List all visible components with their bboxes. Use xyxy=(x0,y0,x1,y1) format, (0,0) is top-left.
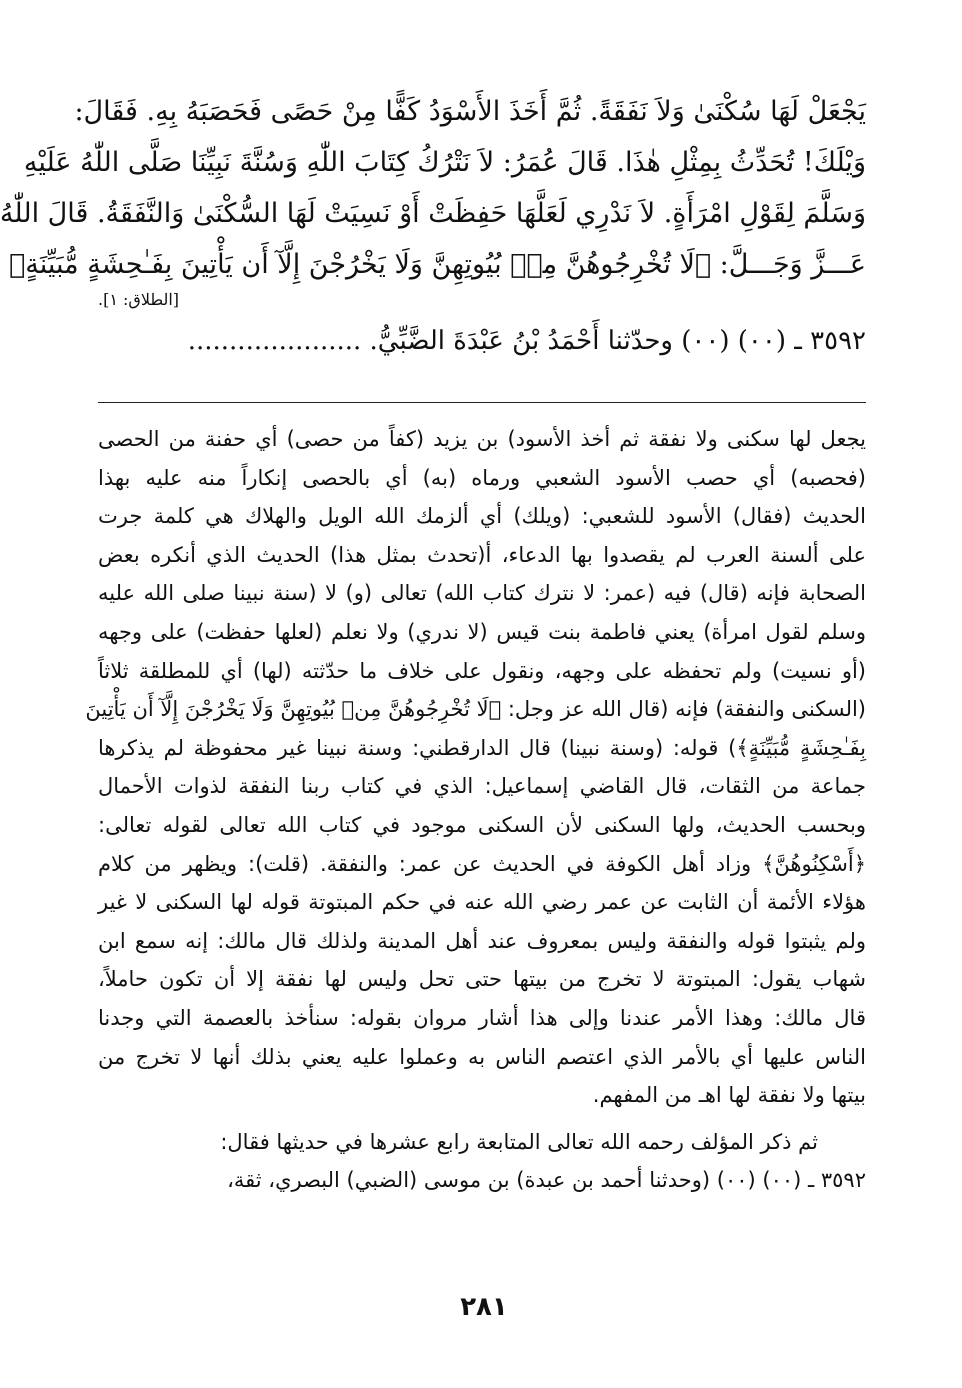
hadith-chain-line: ٣٥٩٢ ـ (٠٠) (٠٠) وحدّثنا أَحْمَدُ بْنُ عَبْدَةَ الضَّبِّيُّ. ..................... xyxy=(187,326,866,356)
hadith-line: يَجْعَلْ لَهَا سُكْنَىٰ وَلاَ نَفَقَةً. ثُمَّ أَخَذَ الأَسْوَدُ كَفًّا مِنْ حَصًى فَحَصَبَهُ بِهِ. فَقَالَ: xyxy=(74,96,866,127)
commentary-line: ولم يثبتوا قوله والنفقة وليس بمعروف عند أهل المدينة ولذلك قال مالك: إنه سمع ابن xyxy=(98,928,866,953)
commentary-line: بيتها ولا نفقة لها اهـ من المفهم. xyxy=(592,1083,866,1108)
commentary-line: الحديث (فقال) الأسود للشعبي: (ويلك) أي ألزمك الله الويل والهلاك هي كلمة جرت xyxy=(98,504,866,529)
commentary-line: الصحابة فإنه (قال) فيه (عمر: لا نترك كتاب الله) تعالى (و) لا (سنة نبينا صلى الله عليه xyxy=(98,581,866,606)
commentary-line: على ألسنة العرب لم يقصدوا بها الدعاء، أ(تحدث بمثل هذا) الحديث الذي أنكره بعض xyxy=(98,542,866,567)
footnote-divider xyxy=(98,402,866,403)
commentary-line: وسلم لقول امرأة) يعني فاطمة بنت قيس (لا ندري) ولا نعلم (لعلها حفظت) على وجهه xyxy=(98,619,866,644)
commentary-line: جماعة من الثقات، قال القاضي إسماعيل: الذي في كتاب ربنا النفقة لذوات الأحمال xyxy=(98,774,866,799)
commentary-line: شهاب يقول: المبتوتة لا تخرج من بيتها حتى تحل وليس لها نفقة إلا أن تكون حاملاً، xyxy=(98,967,866,992)
commentary-line: قال مالك: وهذا الأمر عندنا وإلى هذا أشار مروان بقوله: سنأخذ بالعصمة التي وجدنا xyxy=(98,1005,866,1030)
commentary-line: ﴿أَسْكِنُوهُنَّ﴾ وزاد أهل الكوفة في الحديث عن عمر: والنفقة. (قلت): ويظهر من كلام xyxy=(98,851,866,876)
commentary-line: الناس عليها أي بالأمر الذي اعتصم الناس به وعملوا عليه يعني بذلك أنها لا تخرج من xyxy=(98,1044,866,1069)
hadith-line: عَـــزَّ وَجَـــلَّ: ﴿لَا تُخْرِجُوهُنَّ مِنۢ بُيُوتِهِنَّ وَلَا يَخْرُجْنَ إِلَّآ أَن يَأْتِينَ بِفَـٰحِشَةٍ مُّبَيِّنَةٍ﴾ xyxy=(9,249,866,280)
hadith-line: وَيْلَكَ! تُحَدِّثُ بِمِثْلِ هٰذَا. قَالَ عُمَرُ: لاَ نَتْرُكُ كِتَابَ اللّٰهِ وَسُنَّةَ نَبِيِّنَا صَلَّى اللّٰهُ عَلَيْهِ xyxy=(23,147,866,178)
commentary-block xyxy=(85,420,866,1200)
commentary-line: (أو نسيت) ولم تحفظه على وجهه، ونقول على خلاف ما حدّثته (لها) أي للمطلقة ثلاثاً xyxy=(98,658,866,683)
commentary-chain-line: ٣٥٩٢ ـ (٠٠) (٠٠) (وحدثنا أحمد بن عبدة) بن موسى (الضبي) البصري، ثقة، xyxy=(227,1168,866,1193)
commentary-line: (السكنى والنفقة) فإنه (قال الله عز وجل: ﴿لَا تُخْرِجُوهُنَّ مِنۢ بُيُوتِهِنَّ وَلَا يَخْرُجْنَ إِلَّآ أَن يَأْتِينَ xyxy=(85,697,866,722)
page-number: ٢٨١ xyxy=(460,1292,508,1322)
commentary-line: هؤلاء الأئمة أن الثابت عن عمر رضي الله عنه في حكم المبتوتة قوله لها السكنى لا غير xyxy=(98,890,866,915)
commentary-intro: ثم ذكر المؤلف رحمه الله تعالى المتابعة رابع عشرها في حديثها فقال: xyxy=(220,1129,818,1154)
commentary-line: يجعل لها سكنى ولا نفقة ثم أخذ الأسود) بن يزيد (كفاً من حصى) أي حفنة من الحصى xyxy=(98,427,866,451)
commentary-line: بِفَـٰحِشَةٍ مُّبَيِّنَةٍ﴾) قوله: (وسنة نبينا) قال الدارقطني: وسنة نبينا غير محفوظة لم يذكرها xyxy=(98,735,866,760)
quran-reference: [الطلاق: ١]. xyxy=(98,290,180,309)
hadith-text-block xyxy=(0,86,866,364)
commentary-line: (فحصبه) أي حصب الأسود الشعبي ورماه (به) أي بالحصى إنكاراً منه عليه بهذا xyxy=(98,465,866,490)
hadith-line: وَسَلَّمَ لِقَوْلِ امْرَأَةٍ. لاَ نَدْرِي لَعَلَّهَا حَفِظَتْ أَوْ نَسِيَتْ لَهَا السُّكْنَىٰ وَالنَّفَقَةُ. قَالَ اللّٰهُ xyxy=(0,198,866,229)
commentary-line: وبحسب الحديث، ولها السكنى لأن السكنى موجود في كتاب الله تعالى لقوله تعالى: xyxy=(98,812,866,837)
